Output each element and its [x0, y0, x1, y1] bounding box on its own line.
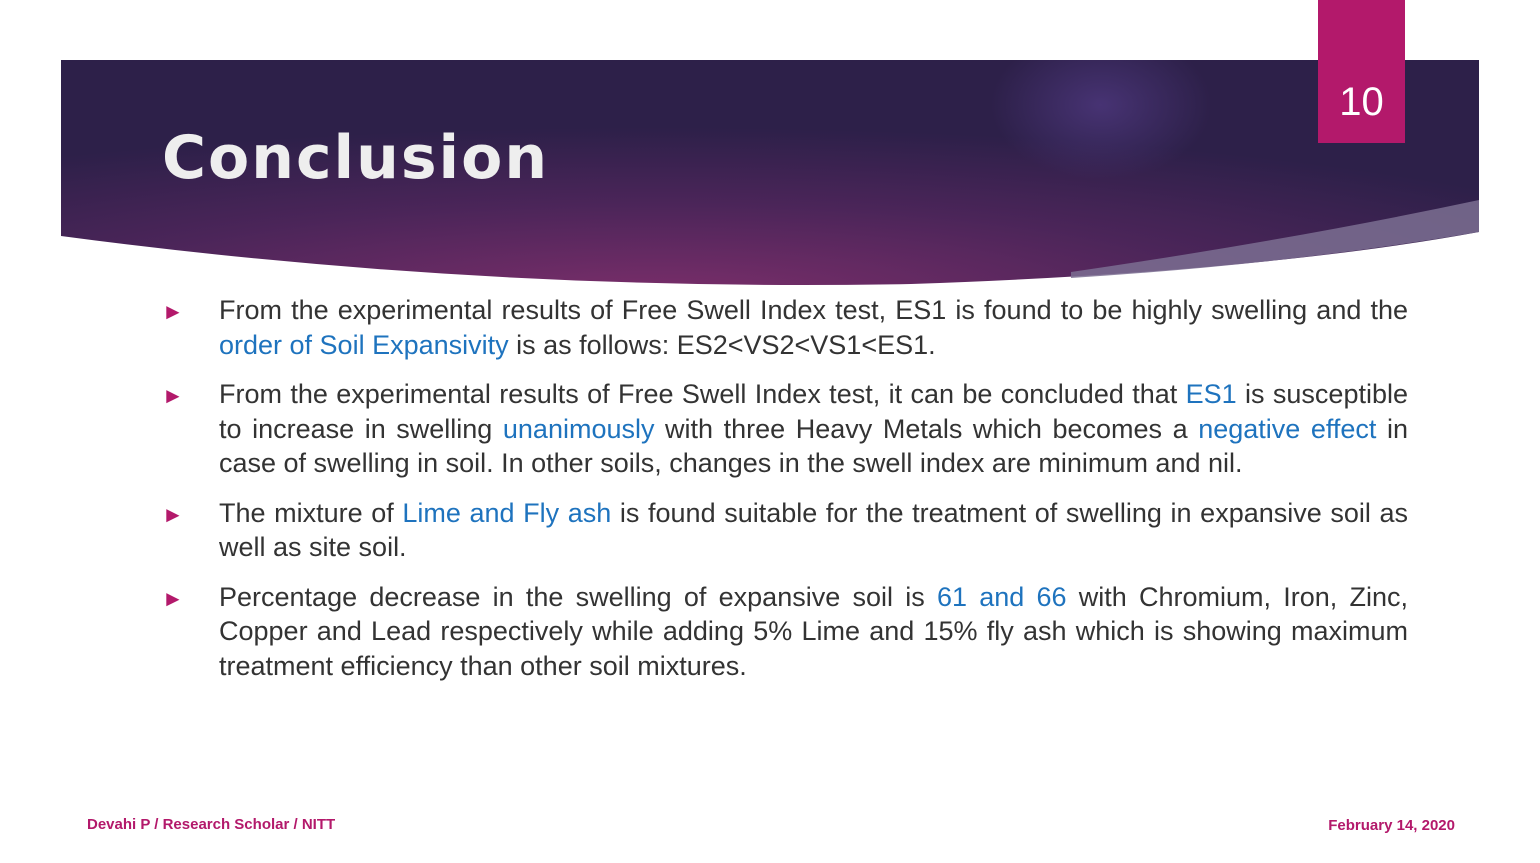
bullet-text: with Chromium, Iron, Zinc, Copper and Lead respectively while adding 5% Lime and 15% fly ash which is showing maximum treatment efficiency than other soil mixtures.	[219, 581, 1409, 681]
bullet-text: Percentage decrease in the swelling of expansive soil is	[219, 581, 937, 612]
slide-number-badge	[1318, 0, 1405, 143]
triangle-right-icon: ►	[162, 299, 184, 324]
triangle-right-icon: ►	[162, 501, 184, 527]
bullet-text: From the experimental results of Free Swell Index test, ES1 is found to be highly swelling and the	[219, 295, 1408, 325]
bullet-text: with three Heavy Metals which becomes a	[654, 413, 1199, 444]
highlighted-text: Lime and Fly ash	[402, 497, 612, 528]
slide-number: 10	[1339, 80, 1384, 124]
slide-title: Conclusion	[162, 123, 550, 193]
bullet-item	[162, 377, 1408, 481]
bullet-text: is susceptible to increase in swelling	[219, 379, 1408, 444]
highlighted-text: ES1	[1185, 379, 1237, 409]
highlighted-text: 61 and 66	[936, 581, 1067, 612]
footer-author: Devahi P / Research Scholar / NITT	[87, 816, 336, 833]
bullet-item	[162, 496, 1408, 565]
bullet-item	[162, 580, 1408, 684]
bullet-item	[162, 293, 1408, 362]
bullet-text: From the experimental results of Free Swell Index test, it can be concluded that	[219, 379, 1186, 409]
triangle-right-icon: ►	[162, 383, 184, 408]
bullet-text: is as follows: ES2<VS2<VS1<ES1.	[508, 329, 936, 360]
highlighted-text: unanimously	[502, 413, 655, 444]
bullet-text: in case of swelling in soil. In other soils, changes in the swell index are minimum and nil.	[219, 413, 1408, 478]
triangle-right-icon: ►	[162, 585, 184, 611]
bullet-text: is found suitable for the treatment of swelling in expansive soil as well as site soil.	[219, 497, 1409, 562]
bullet-text: The mixture of	[219, 497, 403, 528]
highlighted-text: order of Soil Expansivity	[219, 329, 509, 360]
bullet-list	[162, 293, 1408, 698]
footer-date: February 14, 2020	[1328, 817, 1455, 834]
highlighted-text: negative effect	[1198, 413, 1377, 444]
